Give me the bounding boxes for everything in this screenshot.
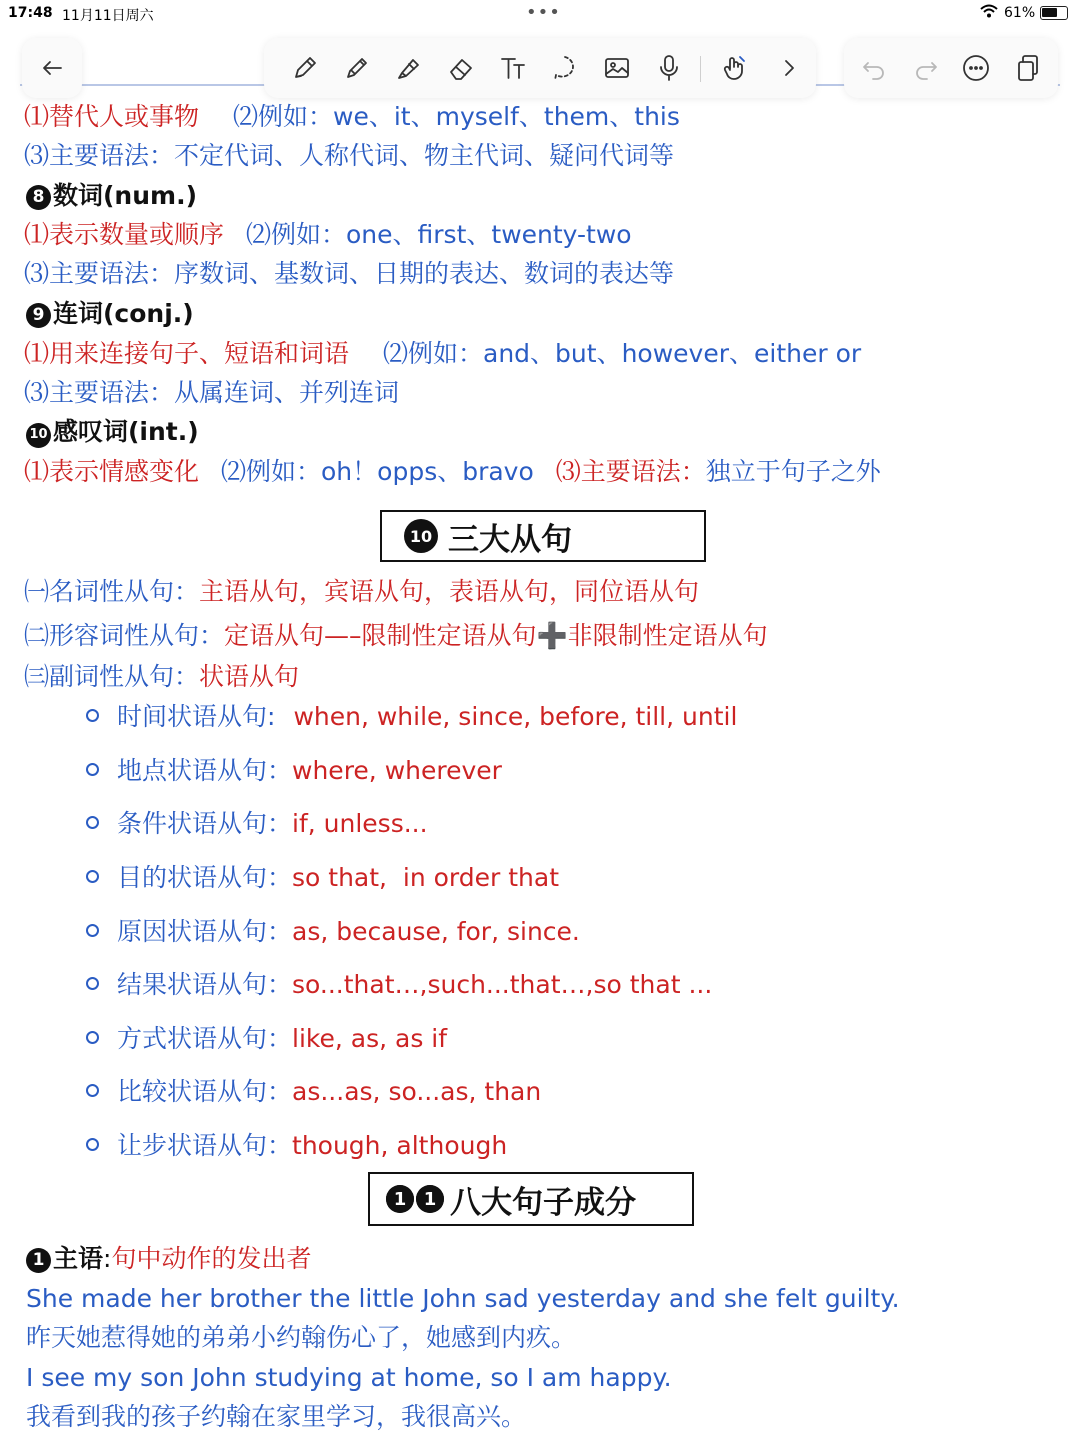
list-item	[86, 1076, 541, 1108]
badge-9: 9	[26, 303, 51, 328]
adverb-clause-line	[24, 661, 299, 693]
interjection-grammar-value: 独立于句子之外	[705, 457, 881, 486]
battery-percent: 61%	[1004, 5, 1036, 21]
list-item-value: so that, in order that	[292, 863, 560, 892]
bullet-icon	[86, 977, 99, 990]
bullet-icon	[86, 1031, 99, 1044]
section-11-badge-a	[386, 1185, 414, 1213]
section-10-badge: 10	[404, 519, 438, 553]
numeral-title: 数词(num.)	[53, 181, 197, 210]
list-item	[86, 755, 502, 787]
adjective-clause-value-a: 定语从句—–限制性定语从句	[224, 621, 537, 650]
interjection-heading	[26, 416, 199, 448]
list-item-label: 条件状语从句：	[117, 809, 293, 838]
multitask-dots-icon[interactable]: •••	[526, 2, 561, 23]
section-11-badge-b	[416, 1185, 444, 1213]
subject-title: 主语	[53, 1244, 104, 1273]
list-item-label: 方式状语从句：	[117, 1024, 293, 1053]
list-item-value: where, wherever	[292, 756, 502, 785]
conjunction-title: 连词(conj.)	[53, 299, 194, 328]
svg-text:1: 1	[423, 1189, 437, 1210]
adjective-clause-label: ㈡形容词性从句：	[24, 621, 225, 650]
conjunction-line-1	[24, 338, 861, 370]
section-11-title: 八大句子成分	[450, 1184, 636, 1221]
list-item	[86, 1130, 507, 1162]
list-item-label: 地点状语从句：	[117, 756, 293, 785]
interjection-grammar-label: ⑶主要语法：	[555, 457, 706, 486]
pronoun-examples: ⑵例如：we、it、myself、them、this	[233, 102, 680, 131]
adjective-clause-line	[24, 620, 768, 652]
numeral-examples: ⑵例如：one、first、twenty-two	[246, 220, 632, 249]
list-item	[86, 808, 428, 840]
conjunction-heading	[26, 298, 194, 330]
conjunction-examples: ⑵例如：and、but、however、either or	[383, 339, 862, 368]
example-1-zh: 昨天她惹得她的弟弟小约翰伤心了，她感到内疚。	[26, 1323, 577, 1352]
list-item-label: 让步状语从句：	[117, 1131, 293, 1160]
bullet-icon	[86, 709, 99, 722]
pronoun-grammar: ⑶主要语法：不定代词、人称代词、物主代词、疑问代词等	[24, 141, 675, 170]
badge-10: 10	[26, 423, 51, 448]
numeral-definition: ⑴表示数量或顺序	[24, 220, 225, 249]
subject-colon: :	[103, 1244, 112, 1273]
list-item-label: 原因状语从句：	[117, 917, 293, 946]
adverb-clause-value: 状语从句	[199, 662, 300, 691]
list-item	[86, 701, 737, 733]
numeral-grammar: ⑶主要语法：序数词、基数词、日期的表达、数词的表达等	[24, 259, 675, 288]
bullet-icon	[86, 924, 99, 937]
noun-clause-label: ㈠名词性从句：	[24, 577, 200, 606]
list-item-label: 目的状语从句：	[117, 863, 293, 892]
bullet-icon	[86, 870, 99, 883]
list-item-value: if, unless...	[292, 809, 428, 838]
list-item-label: 比较状语从句：	[117, 1077, 293, 1106]
status-time: 17:48	[8, 5, 53, 21]
list-item-label: 时间状语从句:	[117, 702, 276, 731]
list-item-value: when, while, since, before, till, until	[293, 702, 738, 731]
list-item	[86, 1023, 447, 1055]
list-item-value: though, although	[292, 1131, 508, 1160]
interjection-examples: ⑵例如：oh！opps、bravo	[221, 457, 534, 486]
list-item-value: like, as, as if	[292, 1024, 448, 1053]
conjunction-definition: ⑴用来连接句子、短语和词语	[24, 339, 350, 368]
pronoun-line-1	[24, 101, 680, 133]
example-1-en: She made her brother the little John sad yesterday and she felt guilty.	[26, 1284, 900, 1313]
bullet-icon	[86, 763, 99, 776]
section-title-components	[368, 1172, 694, 1226]
badge-8: 8	[26, 185, 51, 210]
interjection-definition: ⑴表示情感变化	[24, 457, 200, 486]
numeral-heading	[26, 180, 197, 212]
section-title-clauses	[380, 510, 706, 562]
section-10-title: 三大从句	[448, 521, 572, 558]
adjective-clause-value-b: 非限制性定语从句	[567, 621, 768, 650]
conjunction-grammar: ⑶主要语法：从属连词、并列连词	[24, 378, 400, 407]
list-item	[86, 916, 580, 948]
pronoun-definition: ⑴替代人或事物	[24, 102, 200, 131]
subject-badge: 1	[26, 1248, 51, 1273]
interjection-title: 感叹词(int.)	[53, 417, 199, 446]
subject-heading	[26, 1243, 311, 1275]
bullet-icon	[86, 1084, 99, 1097]
subject-definition: 句中动作的发出者	[111, 1244, 312, 1273]
example-2-en: I see my son John studying at home, so I am happy.	[26, 1363, 672, 1392]
bullet-icon	[86, 1138, 99, 1151]
adverb-clause-label: ㈢副词性从句：	[24, 662, 200, 691]
bullet-icon	[86, 816, 99, 829]
list-item	[86, 969, 712, 1001]
list-item-value: so...that…,such...that…,so that ...	[292, 970, 713, 999]
interjection-line-1	[24, 456, 881, 488]
list-item	[86, 862, 559, 894]
svg-text:1: 1	[393, 1189, 407, 1210]
list-item-value: as...as, so...as, than	[292, 1077, 542, 1106]
noun-clause-line	[24, 576, 699, 608]
list-item-value: as, because, for, since.	[292, 917, 580, 946]
plus-icon: ➕	[536, 621, 568, 650]
status-date: 11月11日周六	[62, 8, 154, 24]
noun-clause-value: 主语从句，宾语从句，表语从句，同位语从句	[199, 577, 700, 606]
numeral-line-1	[24, 219, 632, 251]
example-2-zh: 我看到我的孩子约翰在家里学习，我很高兴。	[26, 1402, 527, 1431]
list-item-label: 结果状语从句：	[117, 970, 293, 999]
